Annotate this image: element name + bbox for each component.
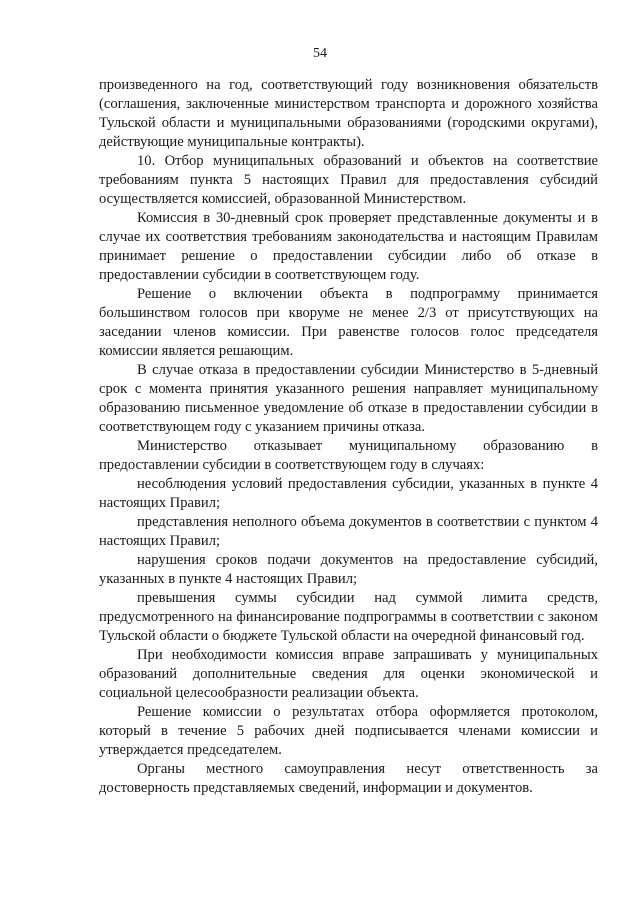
paragraph-additional-info: При необходимости комиссия вправе запрашивать у муниципальных образований дополнительные сведения для оценки экономической и социальной целесообразности реализации объекта. xyxy=(99,647,598,701)
paragraph-refusal-notice: В случае отказа в предоставлении субсидии Министерство в 5-дневный срок с момента принятия указанного решения направляет муниципальному образованию письменное уведомление об отказе в предоставлении субсидии в соответствующем году с указанием причины отказа. xyxy=(99,362,598,435)
paragraph-decision-voting: Решение о включении объекта в подпрограмму принимается большинством голосов при кворуме не менее 2/3 от присутствующих на заседании членов комиссии. При равенстве голосов голос председателя комиссии является решающим. xyxy=(99,286,598,359)
paragraph-refusal-cases: Министерство отказывает муниципальному образованию в предоставлении субсидии в соответствующем году в случаях: xyxy=(99,438,598,473)
document-body xyxy=(99,76,598,798)
paragraph-protocol: Решение комиссии о результатах отбора оформляется протоколом, который в течение 5 рабочих дней подписывается членами комиссии и утверждается председателем. xyxy=(99,704,598,758)
paragraph-commission-review: Комиссия в 30-дневный срок проверяет представленные документы и в случае их соответствия требованиям законодательства и настоящим Правилам принимает решение о предоставлении субсидии либо об отказе в предоставлении субсидии в соответствующем году. xyxy=(99,210,598,283)
paragraph-case-deadline: нарушения сроков подачи документов на предоставление субсидий, указанных в пункте 4 настоящих Правил; xyxy=(99,552,598,587)
page-number: 54 xyxy=(313,46,327,61)
paragraph-responsibility: Органы местного самоуправления несут ответственность за достоверность представляемых сведений, информации и документов. xyxy=(99,761,598,796)
paragraph-continuation: произведенного на год, соответствующий году возникновения обязательств (соглашения, заключенные министерством транспорта и дорожного хозяйства Тульской области и муниципальными образованиями (городскими округами), действующие муниципальные контракты). xyxy=(99,77,598,150)
paragraph-case-limit-exceeded: превышения суммы субсидии над суммой лимита средств, предусмотренного на финансирование подпрограммы в соответствии с законом Тульской области о бюджете Тульской области на очередной финансовый год. xyxy=(99,590,598,644)
paragraph-selection-commission: 10. Отбор муниципальных образований и объектов на соответствие требованиям пункта 5 настоящих Правил для предоставления субсидий осуществляется комиссией, образованной Министерством. xyxy=(99,153,598,207)
paragraph-case-incomplete-docs: представления неполного объема документов в соответствии с пунктом 4 настоящих Правил; xyxy=(99,514,598,549)
paragraph-case-nonconformity: несоблюдения условий предоставления субсидии, указанных в пункте 4 настоящих Правил; xyxy=(99,476,598,511)
